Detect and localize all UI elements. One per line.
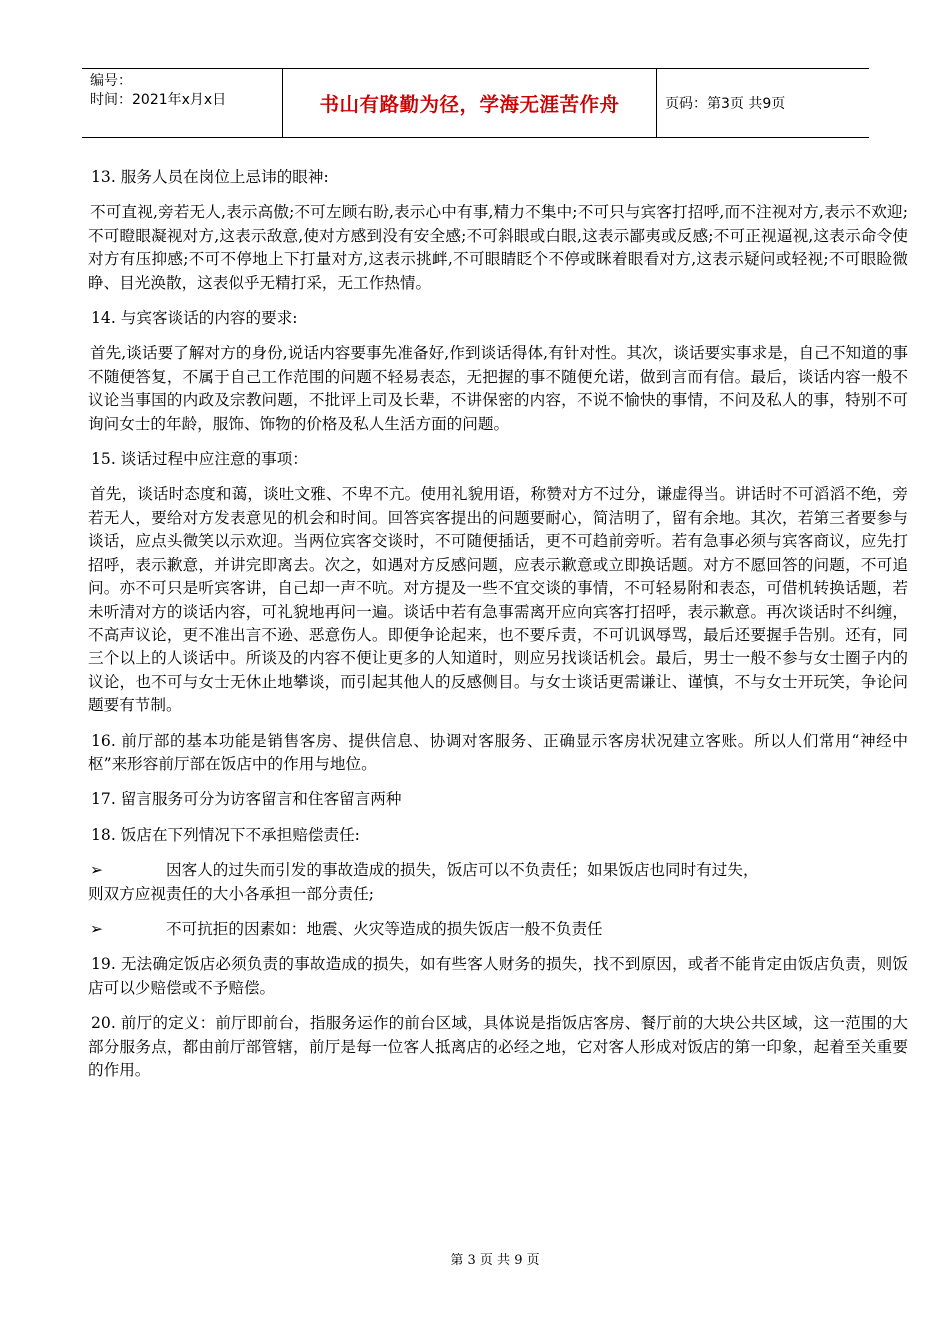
section-16: 16. 前厅部的基本功能是销售客房、提供信息、协调对客服务、正确显示客房状况建立客账。所以人们常用“神经中枢”来形容前厅部在饭店中的作用与地位。 <box>88 731 908 773</box>
section-18-bullet-1 <box>88 859 908 906</box>
page-footer: 第 3 页 共 9 页 <box>450 1253 540 1268</box>
section-15-body: 首先，谈话时态度和蔼，谈吐文雅、不卑不亢。使用礼貌用语，称赞对方不过分，谦虚得当。讲话时不可滔滔不绝，旁若无人，要给对方发表意见的机会和时间。回答宾客提出的问题要耐心，简洁明了，留有余地。其次，若第三者要参与谈话，应点头微笑以示欢迎。当两位宾客交谈时，不可随便插话，更不可趋前旁听。若有急事必须与宾客商议，应先打招呼，表示歉意，并讲完即离去。次之，如遇对方反感问题，应表示歉意或立即换话题。对方不愿回答的问题，不可追问。亦不可只是听宾客讲，自己却一声不吭。对方提及一些不宜交谈的事情，不可轻易附和表态，可借机转换话题，若未听清对方的谈话内容，可礼貌地再问一遍。谈话中若有急事需离开应向宾客打招呼，表示歉意。再次谈话时不纠缠，不高声议论，更不准出言不逊、恶意伤人。即便争论起来，也不要斥责，不可讥讽辱骂，最后还要握手告别。还有，同三个以上的人谈话中。所谈及的内容不便让更多的人知道时，则应另找谈话机会。最后，男士一般不参与女士圈子内的议论，也不可与女士无休止地攀谈，而引起其他人的反感侧目。与女士谈话更需谦让、谨慎，不与女士开玩笑，争论问题要有节制。 <box>88 485 908 715</box>
section-19: 19. 无法确定饭店必须负责的事故造成的损失，如有些客人财务的损失，找不到原因，或者不能肯定由饭店负责，则饭店可以少赔偿或不予赔偿。 <box>88 955 908 997</box>
section-18-title: 18. 饭店在下列情况下不承担赔偿责任: <box>91 825 360 844</box>
section-14-body: 首先,谈话要了解对方的身份,说话内容要事先准备好,作到谈话得体,有针对性。其次，谈话要实事求是，自己不知道的事不随便答复，不属于自己工作范围的问题不轻易表态，无把握的事不随便允诺，做到言而有信。最后，谈话内容一般不议论当事国的内政及宗教问题，不批评上司及长辈，不讲保密的内容，不说不愉快的事情，不问及私人的事，特别不可询问女士的年龄，服饰、饰物的价格及私人生活方面的问题。 <box>88 344 908 433</box>
section-18-bullet-2 <box>88 918 908 941</box>
section-14-title: 14. 与宾客谈话的内容的要求: <box>91 309 298 328</box>
section-18-bullet-1-text: 因客人的过失而引发的事故造成的损失，饭店可以不负责任；如果饭店也同时有过失， <box>166 861 759 880</box>
document-number-label: 编号： <box>90 73 132 89</box>
section-15-title: 15. 谈话过程中应注意的事项： <box>91 450 308 469</box>
section-13-title: 13. 服务人员在岗位上忌讳的眼神: <box>91 168 329 186</box>
header-table <box>82 68 869 138</box>
section-17: 17. 留言服务可分为访客留言和住客留言两种 <box>91 790 402 809</box>
bullet-arrow-icon: ➢ <box>90 919 104 938</box>
document-body <box>88 166 908 1094</box>
document-date: 时间：2021年x月x日 <box>90 92 227 108</box>
header-page-code: 页码：第3页 共9页 <box>665 96 786 112</box>
section-18-bullet-1-continuation: 则双方应视责任的大小各承担一部分责任; <box>88 884 374 903</box>
section-20: 20. 前厅的定义：前厅即前台，指服务运作的前台区域，具体说是指饭店客房、餐厅前的大块公共区域，这一范围的大部分服务点，都由前厅部管辖，前厅是每一位客人抵离店的必经之地，它对客人形成对饭店的第一印象，起着至关重要的作用。 <box>88 1014 908 1079</box>
section-13-body: 不可直视,旁若无人,表示高傲;不可左顾右盼,表示心中有事,精力不集中;不可只与宾客打招呼,而不注视对方,表示不欢迎;不可瞪眼凝视对方,这表示敌意,使对方感到没有安全感;不可斜眼或白眼,这表示鄙夷或反感;不可正视逼视,这表示命令使对方有压抑感;不可不停地上下打量对方,这表示挑衅,不可眼睛眨个不停或眯着眼看对方,这表示疑问或轻视;不可眼睑微睁、目光涣散，这表似乎无精打采，无工作热情。 <box>88 203 908 292</box>
header-meta <box>82 69 283 137</box>
section-18-bullet-2-text: 不可抗拒的因素如：地震、火灾等造成的损失饭店一般不负责任 <box>166 919 603 938</box>
header-motto: 书山有路勤为径，学海无涯苦作舟 <box>283 69 657 137</box>
bullet-arrow-icon: ➢ <box>90 861 104 880</box>
